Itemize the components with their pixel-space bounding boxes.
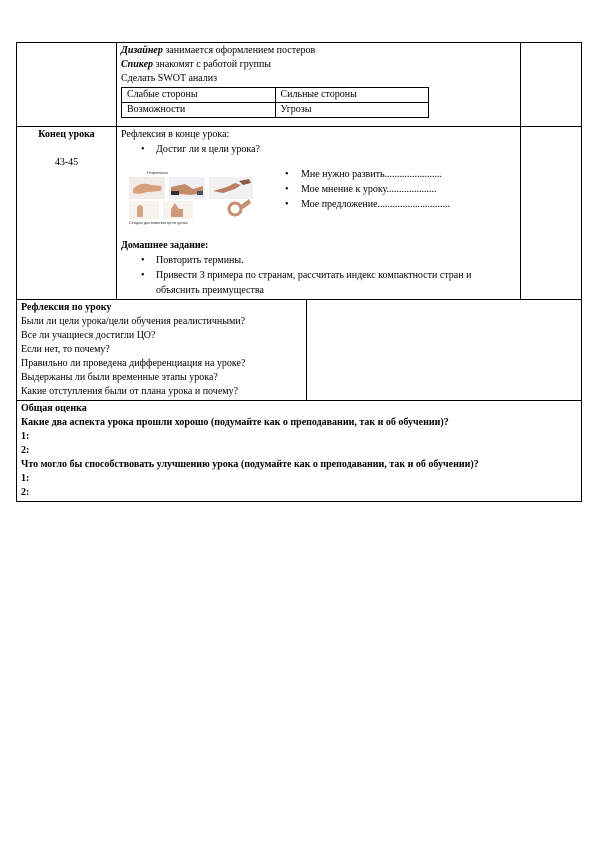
overall-assessment-row [17, 401, 582, 502]
empty-resource-cell [521, 43, 582, 127]
speaker-line: Спикер знакомят с работой группы [121, 59, 272, 70]
reflection-question: Если нет, то почему? [21, 344, 110, 355]
lesson-reflection-questions [21, 301, 306, 399]
reflection-cell [117, 127, 521, 300]
self-assessment-item: • Мое мнение к уроку.................... [285, 184, 437, 195]
lesson-reflection-answer-area-right [521, 300, 582, 401]
designer-line: Дизайнер занимается оформлением постеров [121, 45, 316, 56]
image-caption-top: Рефлексия [147, 170, 168, 175]
goal-question-item: • Достиг ли я цели урока? [141, 144, 260, 155]
lesson-reflection-row [17, 300, 582, 401]
goal-list [121, 142, 516, 157]
stage-cell [17, 127, 117, 300]
swot-threats: Угрозы [275, 103, 429, 118]
swot-strong: Сильные стороны [275, 88, 429, 103]
overall-question-2: Что могло бы способствовать улучшению урока (подумайте как о преподавании, так и об обучении)? [21, 459, 479, 470]
self-assessment-item: • Мое предложение............................. [285, 199, 451, 210]
stage-time: 43-45 [54, 157, 79, 168]
reflection-question: Правильно ли проведена дифференциация на уроке? [21, 358, 246, 369]
homework-item: • Привести 3 примера по странам, рассчитать индекс компактности стран и объяснить преимущества [141, 270, 472, 296]
overall-assessment-cell [17, 401, 582, 502]
end-of-lesson-row [17, 127, 582, 300]
overall-question-1: Какие два аспекта урока прошли хорошо (подумайте как о преподавании, так и об обучении)? [21, 417, 449, 428]
roles-cell [117, 43, 521, 127]
roles-row [17, 43, 582, 127]
image-caption-bottom: Стадии достижения цели урока [129, 220, 188, 225]
homework-title: Домашнее задание: [121, 240, 209, 251]
reflection-question: Все ли учащиеся достигли ЦО? [21, 330, 156, 341]
overall-answer-1-1: 1: [21, 431, 30, 442]
overall-title: Общая оценка [21, 403, 87, 414]
overall-answer-2-2: 2: [21, 487, 30, 498]
reflection-question: Были ли цели урока/цели обучения реалистичными? [21, 316, 246, 327]
reflection-title: Рефлексия в конце урока: [121, 129, 230, 140]
lesson-plan-table [16, 42, 582, 502]
swot-instruction: Сделать SWOT анализ [121, 73, 218, 84]
swot-opportunities: Возможности [122, 103, 276, 118]
lesson-reflection-answer-area [306, 300, 521, 400]
hand-gestures-image [127, 167, 255, 225]
self-assessment-item: • Мне нужно развить....................... [285, 169, 443, 180]
empty-resource-cell [521, 127, 582, 300]
overall-answer-2-1: 1: [21, 473, 30, 484]
homework-list [121, 253, 516, 298]
homework-item: • Повторить термины. [141, 255, 244, 266]
self-assessment-list [281, 167, 450, 212]
overall-answer-1-2: 2: [21, 445, 30, 456]
reflection-question: Какие отступления были от плана урока и почему? [21, 386, 239, 397]
lesson-reflection-cell [17, 300, 521, 401]
reflection-visual-block [121, 157, 516, 239]
swot-table [121, 87, 429, 118]
swot-weak: Слабые стороны [122, 88, 276, 103]
lesson-reflection-title: Рефлексия по уроку [21, 302, 112, 313]
reflection-question: Выдержаны ли были временные этапы урока? [21, 372, 218, 383]
empty-stage-cell [17, 43, 117, 127]
stage-label: Конец урока [38, 129, 95, 140]
